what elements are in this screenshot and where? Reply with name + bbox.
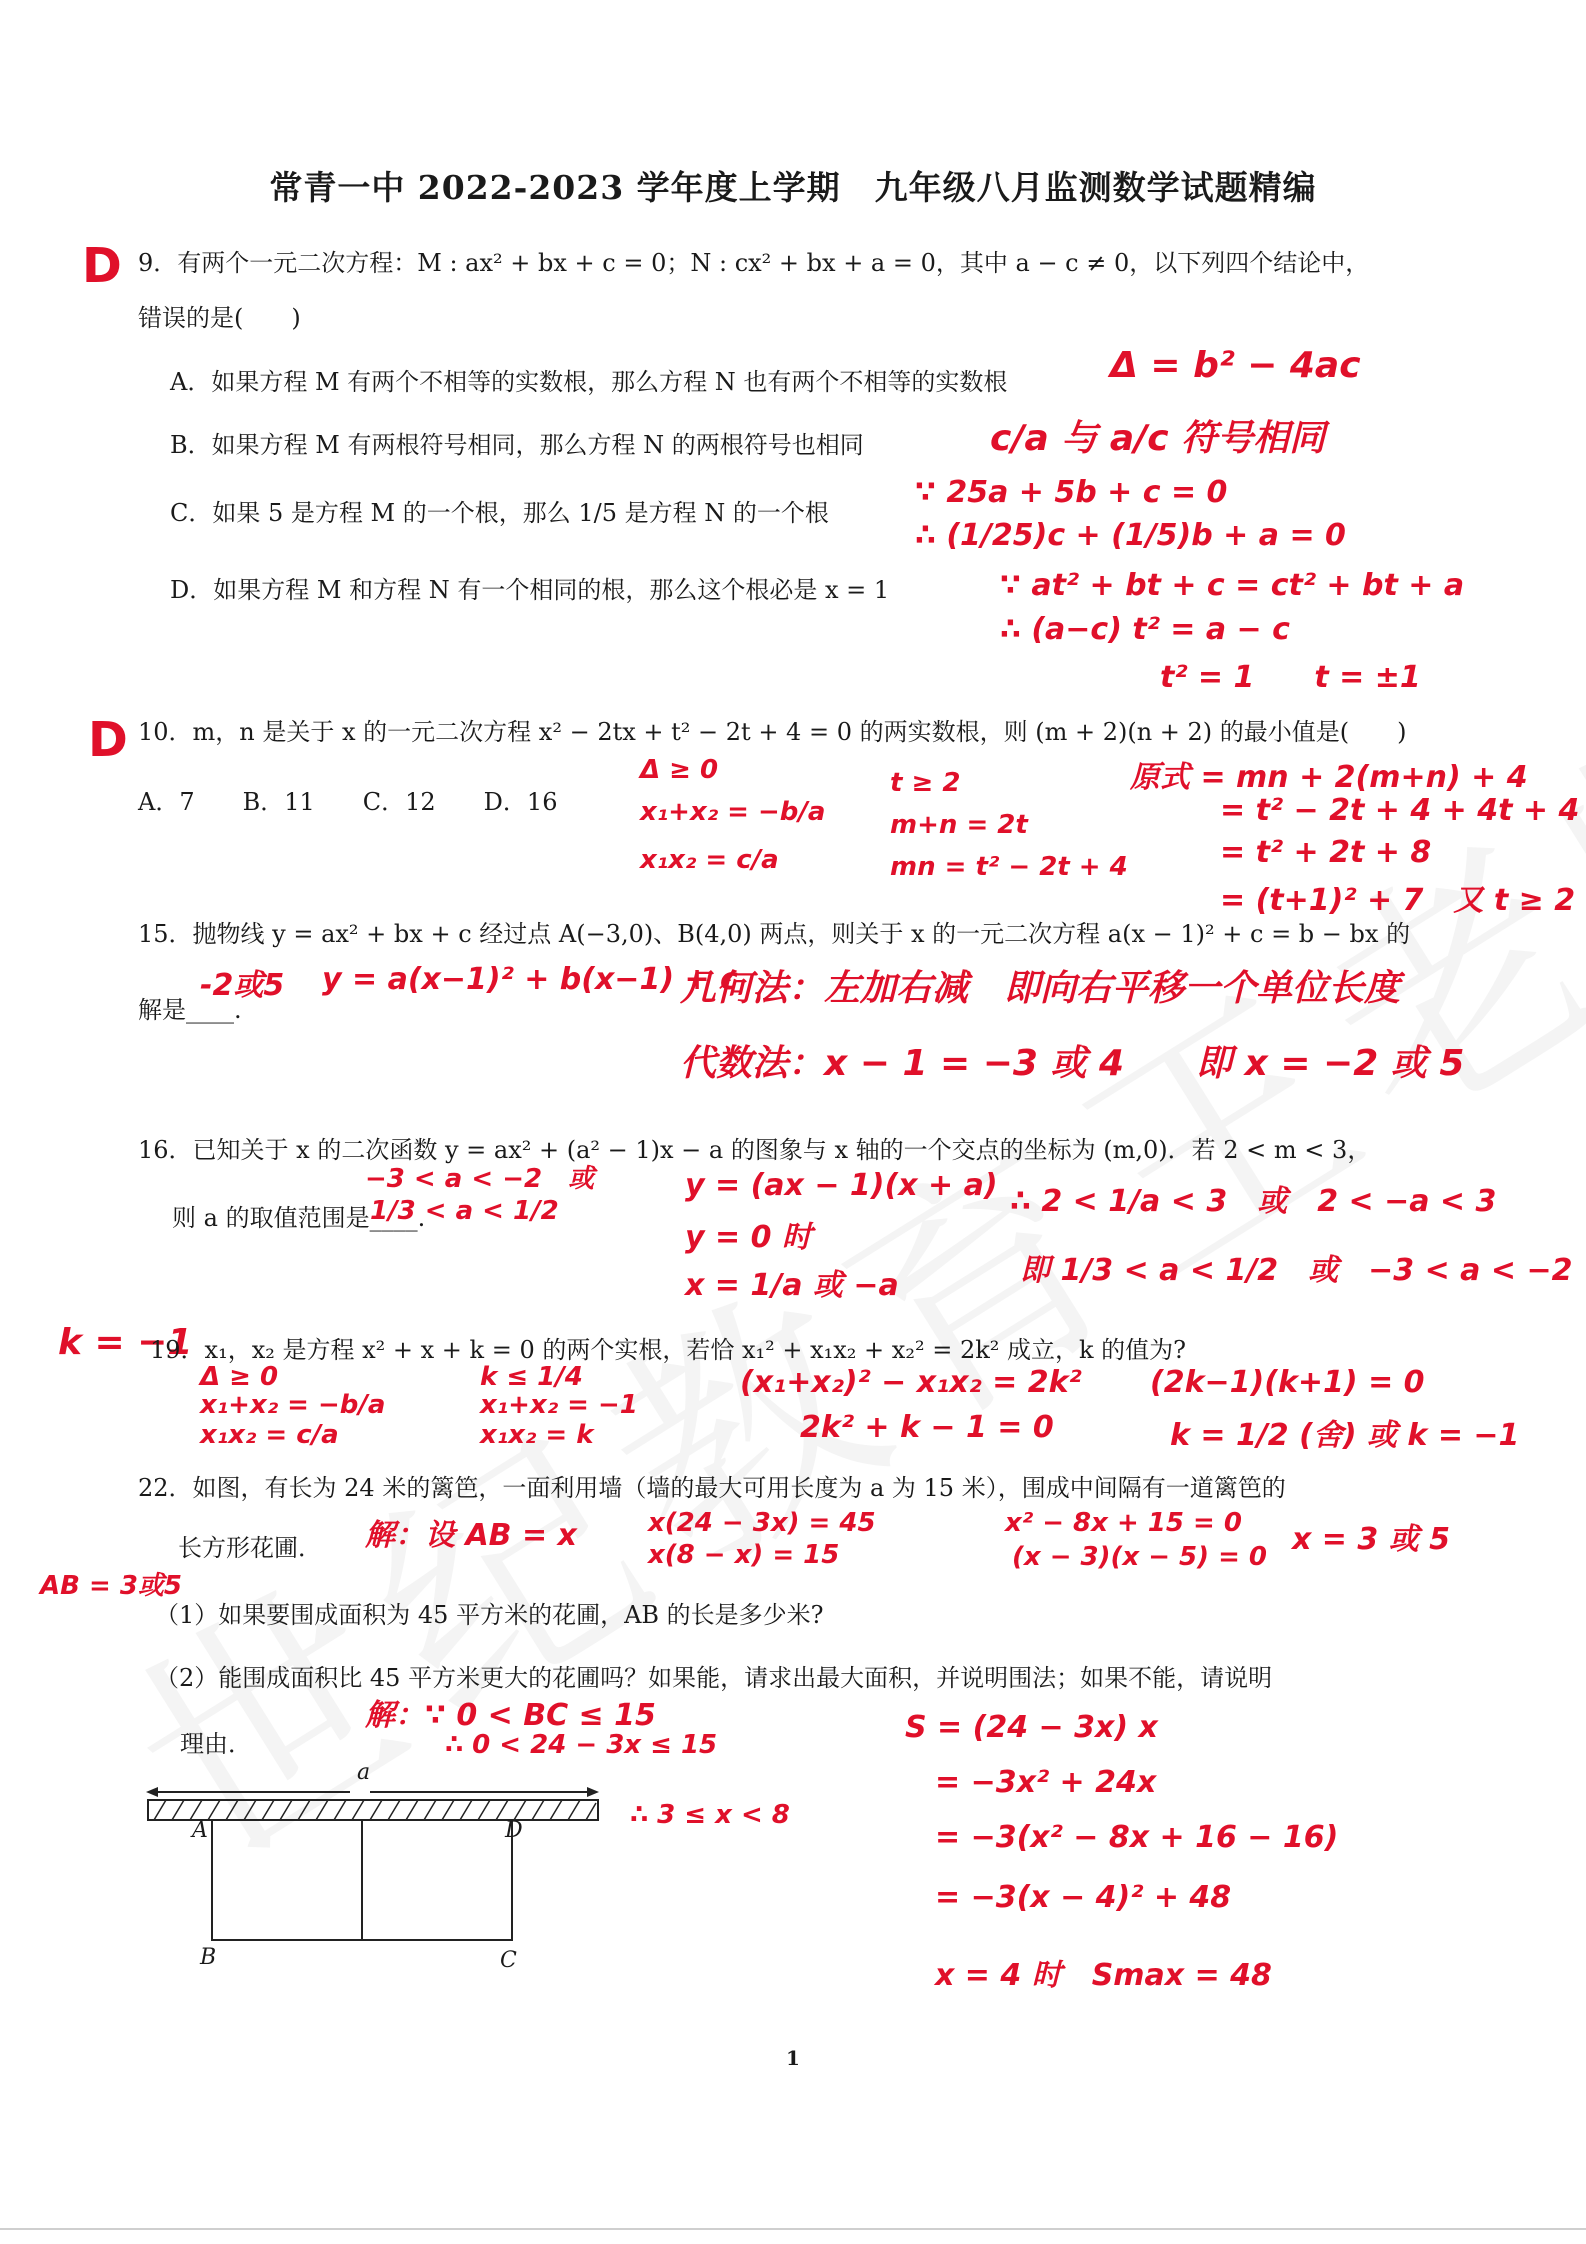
- q9-note-5: ∵ at² + bt + c = ct² + bt + a: [1000, 568, 1465, 603]
- q22-note2-4: S = (24 − 3x) x: [905, 1710, 1158, 1745]
- q22-part1: （1）如果要围成面积为 45 平方米的花圃，AB 的长是多少米?: [155, 1601, 824, 1629]
- fence-rectangle: [212, 1820, 512, 1940]
- wall: [148, 1800, 598, 1820]
- q9-answer-mark: D: [82, 238, 122, 294]
- q22-note1-6: x = 3 或 5: [1292, 1522, 1451, 1557]
- q15-note-2: 几何法：左加右减 即向右平移一个单位长度: [680, 968, 1401, 1009]
- q9-option-d: D．如果方程 M 和方程 N 有一个相同的根，那么这个根必是 x = 1: [170, 576, 890, 604]
- q15-stem-line2: 解是____.: [138, 996, 242, 1024]
- label-a: a: [357, 1760, 371, 1785]
- q22-note1-5: (x − 3)(x − 5) = 0: [1012, 1542, 1268, 1572]
- q9-note-1: Δ = b² − 4ac: [1110, 345, 1361, 386]
- q19-note-4: k ≤ 1/4: [480, 1362, 583, 1392]
- q22-note2-7: = −3(x − 4)² + 48: [935, 1880, 1232, 1915]
- label-D: D: [505, 1818, 523, 1843]
- q19-note-10: k = 1/2 (舍) 或 k = −1: [1170, 1418, 1520, 1453]
- q10-note-2: x₁+x₂ = −b/a: [640, 797, 826, 827]
- page-bottom-divider: [0, 2228, 1586, 2230]
- q15-note-1: y = a(x−1)² + b(x−1) + c: [322, 962, 738, 997]
- q22-part2-line1: （2）能围成面积比 45 平方米更大的花圃吗？如果能，请求出最大面积，并说明围法；如果不能，请说明: [155, 1664, 1273, 1692]
- q10-note-1: Δ ≥ 0: [640, 755, 719, 785]
- q9-option-a: A．如果方程 M 有两个不相等的实数根，那么方程 N 也有两个不相等的实数根: [170, 368, 1008, 396]
- q19-answer: k = −1: [58, 1322, 193, 1363]
- q9-stem-line2: 错误的是( ): [138, 304, 301, 332]
- q15-answer: -2或5: [200, 968, 285, 1003]
- label-A: A: [192, 1818, 208, 1843]
- q22-note2-2: ∴ 0 < 24 − 3x ≤ 15: [445, 1730, 718, 1760]
- q19-note-6: x₁x₂ = k: [480, 1420, 594, 1450]
- q19-note-3: x₁x₂ = c/a: [200, 1420, 339, 1450]
- q16-note-2: y = 0 时: [685, 1220, 812, 1255]
- q22-part2-line2: 理由．: [180, 1730, 252, 1758]
- q19-note-7: (x₁+x₂)² − x₁x₂ = 2k²: [740, 1365, 1082, 1400]
- page-title: 常青一中 2022-2023 学年度上学期 九年级八月监测数学试题精编: [269, 168, 1317, 207]
- q16-stem-line2: 则 a 的取值范围是____.: [172, 1204, 426, 1232]
- q16-answer-1: −3 < a < −2 或: [365, 1164, 595, 1194]
- q19-note-8: 2k² + k − 1 = 0: [800, 1410, 1054, 1445]
- q19-note-5: x₁+x₂ = −1: [480, 1390, 638, 1420]
- q10-answer-mark: D: [88, 712, 128, 768]
- q10-note-3: x₁x₂ = c/a: [640, 845, 779, 875]
- q9-note-7: t² = 1 t = ±1: [1160, 660, 1421, 695]
- label-C: C: [500, 1948, 517, 1973]
- q16-stem: 16．已知关于 x 的二次函数 y = ax² + (a² − 1)x − a 的图象与 x 轴的一个交点的坐标为 (m,0)．若 2 < m < 3，: [138, 1136, 1372, 1164]
- q19-note-9: (2k−1)(k+1) = 0: [1150, 1365, 1425, 1400]
- q16-note-1: y = (ax − 1)(x + a): [685, 1168, 998, 1203]
- q22-note1-3: x(8 − x) = 15: [648, 1540, 840, 1570]
- q10-note-6: mn = t² − 2t + 4: [890, 852, 1128, 882]
- q10-note-8: = t² − 2t + 4 + 4t + 4: [1220, 793, 1580, 828]
- q10-note-4: t ≥ 2: [890, 768, 961, 798]
- q22-note2-5: = −3x² + 24x: [935, 1765, 1157, 1800]
- q19-note-1: Δ ≥ 0: [200, 1362, 279, 1392]
- q22-note1-4: x² − 8x + 15 = 0: [1005, 1508, 1242, 1538]
- q9-option-c: C．如果 5 是方程 M 的一个根，那么 1/5 是方程 N 的一个根: [170, 499, 829, 527]
- q22-note2-6: = −3(x² − 8x + 16 − 16): [935, 1820, 1339, 1855]
- q15-note-3: 代数法：x − 1 = −3 或 4 即 x = −2 或 5: [680, 1043, 1465, 1084]
- q22-stem-line2: 长方形花圃．: [178, 1534, 322, 1562]
- q16-note-4: ∴ 2 < 1/a < 3 或 2 < −a < 3: [1010, 1184, 1497, 1219]
- q10-options: A．7 B．11 C．12 D．16: [138, 788, 558, 816]
- q10-note-10: = (t+1)² + 7 又 t ≥ 2: [1220, 883, 1576, 918]
- q9-note-3: ∵ 25a + 5b + c = 0: [915, 475, 1228, 510]
- q9-stem-line1: 9．有两个一元二次方程：M : ax² + bx + c = 0；N : cx² + bx + a = 0，其中 a − c ≠ 0，以下列四个结论中，: [138, 249, 1370, 277]
- wall-dimension-arrow: [146, 1787, 599, 1797]
- q9-note-2: c/a 与 a/c 符号相同: [990, 418, 1326, 459]
- q10-note-5: m+n = 2t: [890, 810, 1028, 840]
- q16-note-5: 即 1/3 < a < 1/2 或 −3 < a < −2: [1020, 1253, 1573, 1288]
- q22-answer: AB = 3或5: [40, 1571, 183, 1601]
- q9-option-b: B．如果方程 M 有两根符号相同，那么方程 N 的两根符号也相同: [170, 431, 864, 459]
- q16-answer-2: 1/3 < a < 1/2: [370, 1196, 559, 1226]
- q22-note2-3: ∴ 3 ≤ x < 8: [630, 1800, 790, 1830]
- q10-stem: 10．m，n 是关于 x 的一元二次方程 x² − 2tx + t² − 2t + 4 = 0 的两实数根，则 (m + 2)(n + 2) 的最小值是( ): [138, 718, 1407, 746]
- q22-stem-line1: 22．如图，有长为 24 米的篱笆，一面利用墙（墙的最大可用长度为 a 为 15 米），围成中间隔有一道篱笆的: [138, 1474, 1286, 1502]
- q22-note2-8: x = 4 时 Smax = 48: [935, 1958, 1272, 1993]
- q10-note-9: = t² + 2t + 8: [1220, 835, 1432, 870]
- q9-note-4: ∴ (1/25)c + (1/5)b + a = 0: [915, 518, 1346, 553]
- label-B: B: [200, 1945, 217, 1970]
- q22-note1-2: x(24 − 3x) = 45: [648, 1508, 876, 1538]
- q22-note2-1: 解：∵ 0 < BC ≤ 15: [365, 1698, 656, 1733]
- q9-note-6: ∴ (a−c) t² = a − c: [1000, 612, 1290, 647]
- q19-note-2: x₁+x₂ = −b/a: [200, 1390, 386, 1420]
- page-number: 1: [786, 2046, 800, 2070]
- q15-stem: 15．抛物线 y = ax² + bx + c 经过点 A(−3,0)、B(4,0) 两点，则关于 x 的一元二次方程 a(x − 1)² + c = b − bx 的: [138, 920, 1411, 948]
- q22-note1-1: 解：设 AB = x: [365, 1518, 577, 1553]
- q16-note-3: x = 1/a 或 −a: [685, 1268, 899, 1303]
- q10-note-7: 原式 = mn + 2(m+n) + 4: [1130, 760, 1528, 795]
- q19-stem: 19．x₁，x₂ 是方程 x² + x + k = 0 的两个实根，若恰 x₁² + x₁x₂ + x₂² = 2k² 成立，k 的值为?: [150, 1336, 1187, 1364]
